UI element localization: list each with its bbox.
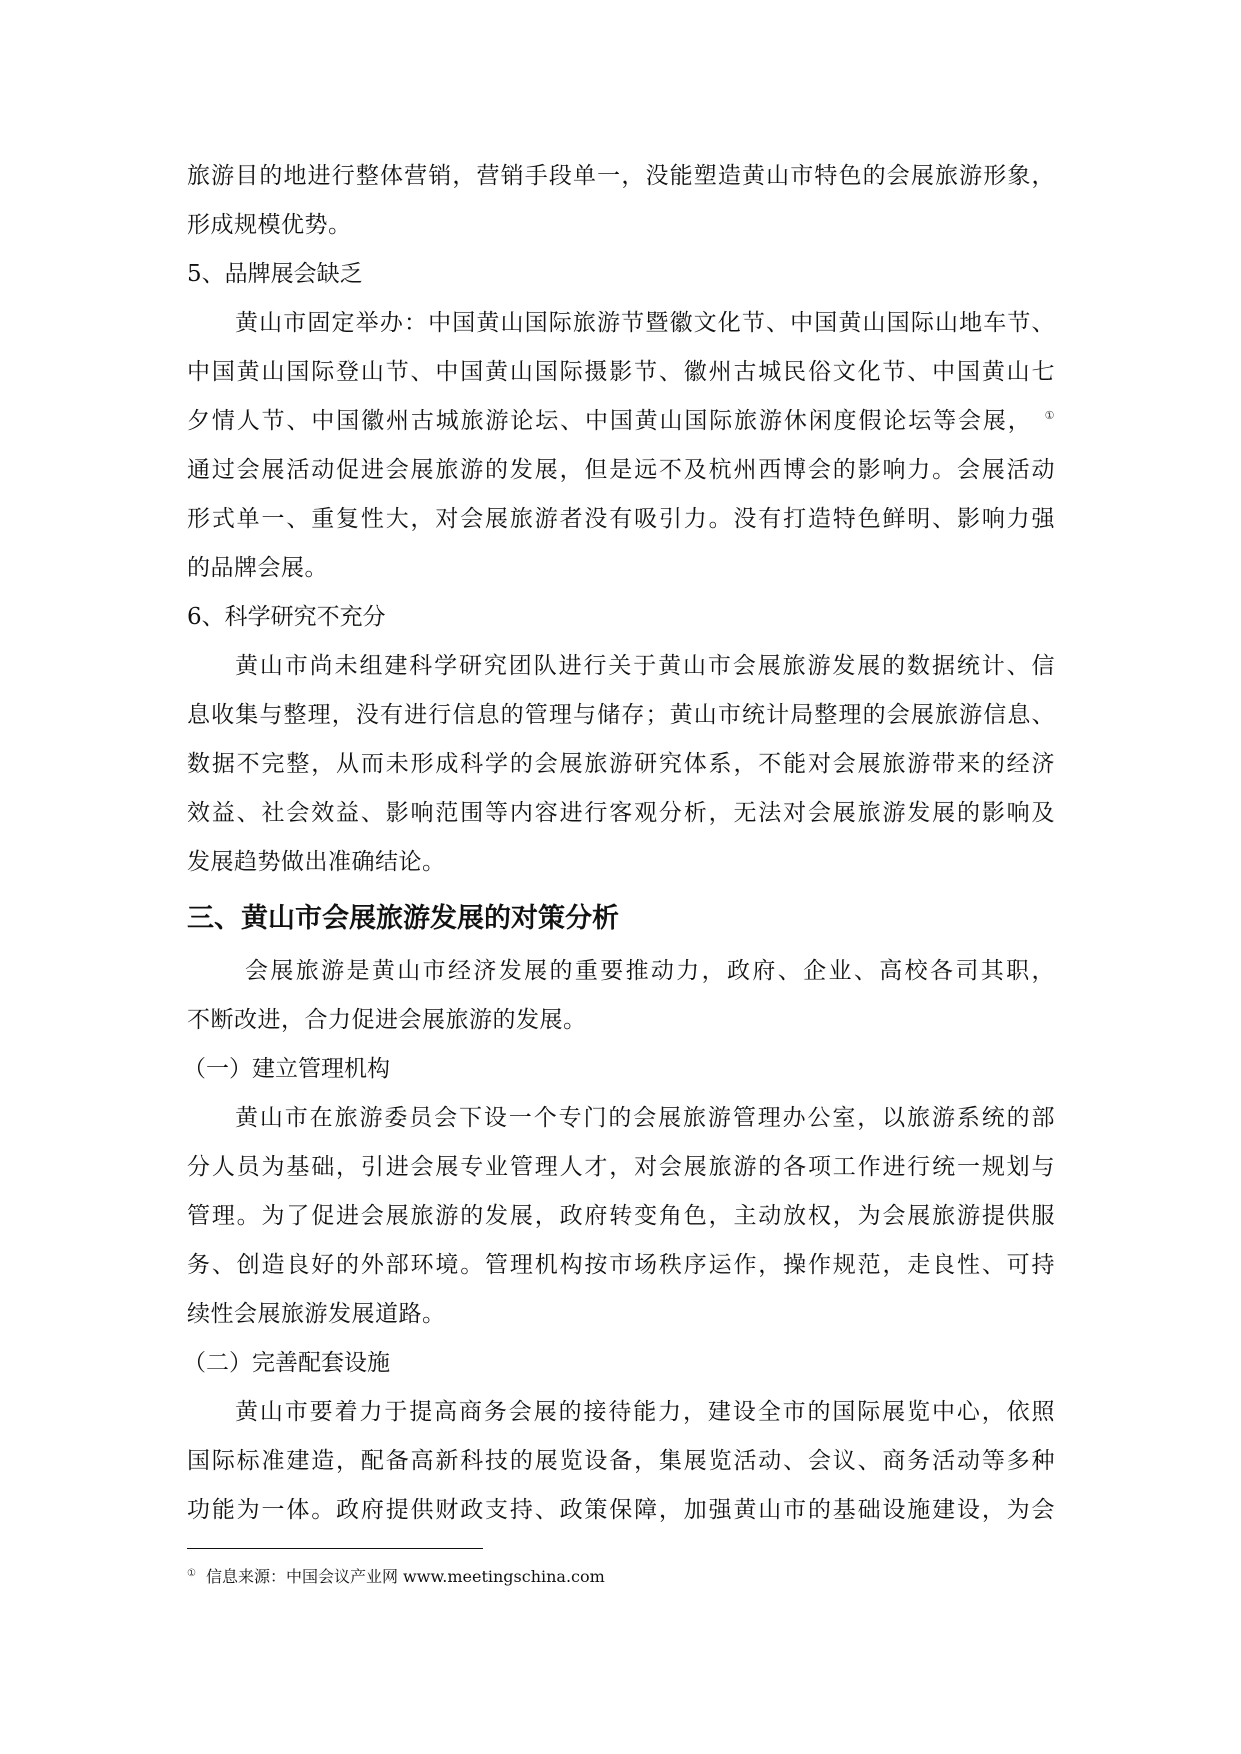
subheading-brand-exhibitions: 5、品牌展会缺乏 xyxy=(187,261,363,287)
paragraph-line: 数据不完整，从而未形成科学的会展旅游研究体系，不能对会展旅游带来的经济 xyxy=(187,751,1055,777)
paragraph-line: 效益、社会效益、影响范围等内容进行客观分析，无法对会展旅游发展的影响及 xyxy=(187,800,1055,826)
paragraph-line: 黄山市在旅游委员会下设一个专门的会展旅游管理办公室，以旅游系统的部 xyxy=(235,1105,1055,1131)
paragraph-line: 旅游目的地进行整体营销，营销手段单一，没能塑造黄山市特色的会展旅游形象， xyxy=(187,163,1055,189)
paragraph-line: 形成规模优势。 xyxy=(187,212,352,238)
paragraph-line: 不断改进，合力促进会展旅游的发展。 xyxy=(187,1007,587,1033)
footnote xyxy=(187,1566,605,1588)
subsection-heading-facilities: （二）完善配套设施 xyxy=(183,1350,390,1376)
paragraph-line: 分人员为基础，引进会展专业管理人才，对会展旅游的各项工作进行统一规划与 xyxy=(187,1154,1055,1180)
paragraph-line-with-footnote xyxy=(187,397,1055,446)
paragraph-line: 黄山市固定举办：中国黄山国际旅游节暨徽文化节、中国黄山国际山地车节、 xyxy=(235,310,1055,336)
subheading-scientific-research: 6、科学研究不充分 xyxy=(187,604,386,630)
paragraph-line: 管理。为了促进会展旅游的发展，政府转变角色，主动放权，为会展旅游提供服 xyxy=(187,1203,1055,1229)
subsection-heading-management: （一）建立管理机构 xyxy=(183,1056,390,1082)
footnote-reference[interactable]: ① xyxy=(1044,409,1055,423)
paragraph-line: 续性会展旅游发展道路。 xyxy=(187,1301,446,1327)
paragraph-line: 形式单一、重复性大，对会展旅游者没有吸引力。没有打造特色鲜明、影响力强 xyxy=(187,506,1055,532)
paragraph-text: 夕情人节、中国徽州古城旅游论坛、中国黄山国际旅游休闲度假论坛等会展， xyxy=(187,408,1033,434)
paragraph-line: 黄山市要着力于提高商务会展的接待能力，建设全市的国际展览中心，依照 xyxy=(235,1399,1055,1425)
paragraph-line: 务、创造良好的外部环境。管理机构按市场秩序运作，操作规范，走良性、可持 xyxy=(187,1252,1055,1278)
paragraph-line: 的品牌会展。 xyxy=(187,555,328,581)
paragraph-line: 功能为一体。政府提供财政支持、政策保障，加强黄山市的基础设施建设，为会 xyxy=(187,1497,1055,1523)
paragraph-line: 黄山市尚未组建科学研究团队进行关于黄山市会展旅游发展的数据统计、信 xyxy=(235,653,1055,679)
section-heading: 三、黄山市会展旅游发展的对策分析 xyxy=(187,903,619,934)
paragraph-line: 通过会展活动促进会展旅游的发展，但是远不及杭州西博会的影响力。会展活动 xyxy=(187,457,1055,483)
document-body xyxy=(183,152,1055,1535)
paragraph-line: 会展旅游是黄山市经济发展的重要推动力，政府、企业、高校各司其职， xyxy=(245,958,1055,984)
paragraph-line: 中国黄山国际登山节、中国黄山国际摄影节、徽州古城民俗文化节、中国黄山七 xyxy=(187,359,1055,385)
footnote-divider xyxy=(187,1548,483,1549)
footnote-mark: ① xyxy=(187,1567,196,1579)
paragraph-line: 发展趋势做出准确结论。 xyxy=(187,849,446,875)
footnote-text: 信息来源：中国会议产业网 www.meetingschina.com xyxy=(205,1567,605,1586)
paragraph-line: 国际标准建造，配备高新科技的展览设备，集展览活动、会议、商务活动等多种 xyxy=(187,1448,1055,1474)
paragraph-line: 息收集与整理，没有进行信息的管理与储存；黄山市统计局整理的会展旅游信息、 xyxy=(187,702,1055,728)
